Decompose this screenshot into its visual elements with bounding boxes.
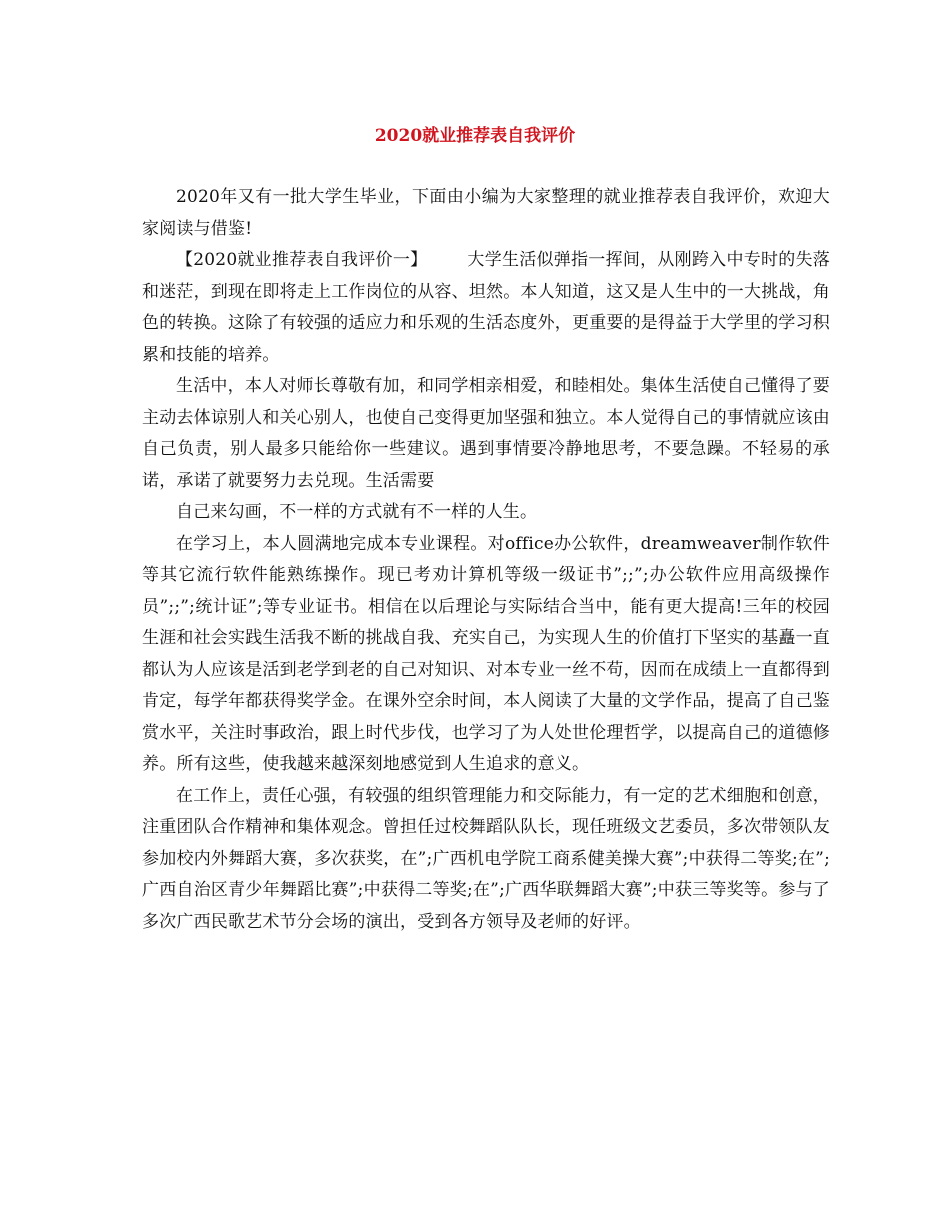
section-one-paragraph [142,245,830,371]
section-one-heading: 【2020就业推荐表自我评价一】 [176,250,428,270]
life-text: 生活中，本人对师长尊敬有加，和同学相亲相爱，和睦相处。集体生活使自己懂得了要主动去体谅别人和关心别人，也使自己变得更加坚强和独立。本人觉得自己的事情就应该由自己负责，别人最多只能给你一些建议。遇到事情要冷静地思考，不要急躁。不轻易的承诺，承诺了就要努力去兑现。生活需要 [142,376,830,491]
work-text: 在工作上，责任心强，有较强的组织管理能力和交际能力，有一定的艺术细胞和创意，注重团队合作精神和集体观念。曾担任过校舞蹈队队长，现任班级文艺委员，多次带领队友参加校内外舞蹈大赛，多次获奖，在”;广西机电学院工商系健美操大赛”;中获得二等奖;在”;广西自治区青少年舞蹈比赛”;中获得二等奖;在”;广西华联舞蹈大赛”;中获三等奖等。参与了多次广西民歌艺术节分会场的演出，受到各方领导及老师的好评。 [142,785,830,932]
study-paragraph [142,529,830,781]
life-paragraph [142,371,830,497]
document-title: 2020就业推荐表自我评价 [374,126,576,146]
section-one-text: 大学生活似弹指一挥间，从刚跨入中专时的失落和迷茫，到现在即将走上工作岗位的从容、坦然。本人知道，这又是人生中的一大挑战，角色的转换。这除了有较强的适应力和乐观的生活态度外，更重要的是得益于大学里的学习积累和技能的培养。 [142,250,830,365]
document-body [142,182,830,938]
life-continued-paragraph [142,497,830,529]
intro-text: 2020年又有一批大学生毕业，下面由小编为大家整理的就业推荐表自我评价，欢迎大家阅读与借鉴! [142,187,830,239]
intro-paragraph [142,182,830,245]
work-paragraph [142,781,830,939]
study-text: 在学习上，本人圆满地完成本专业课程。对office办公软件，dreamweaver制作软件等其它流行软件能熟练操作。现已考劝计算机等级一级证书”;;”;办公软件应用高级操作员”;;”;统计证”;等专业证书。相信在以后理论与实际结合当中，能有更大提高!三年的校园生涯和社会实践生活我不断的挑战自我、充实自己，为实现人生的价值打下坚实的基矗一直都认为人应该是活到老学到老的自己对知识、对本专业一丝不苟，因而在成绩上一直都得到肯定，每学年都获得奖学金。在课外空余时间，本人阅读了大量的文学作品，提高了自己鉴赏水平，关注时事政治，跟上时代步伐，也学习了为人处世伦理哲学，以提高自己的道德修养。所有这些，使我越来越深刻地感觉到人生追求的意义。 [142,533,830,774]
life-continued-text: 自己来勾画，不一样的方式就有不一样的人生。 [176,502,538,522]
